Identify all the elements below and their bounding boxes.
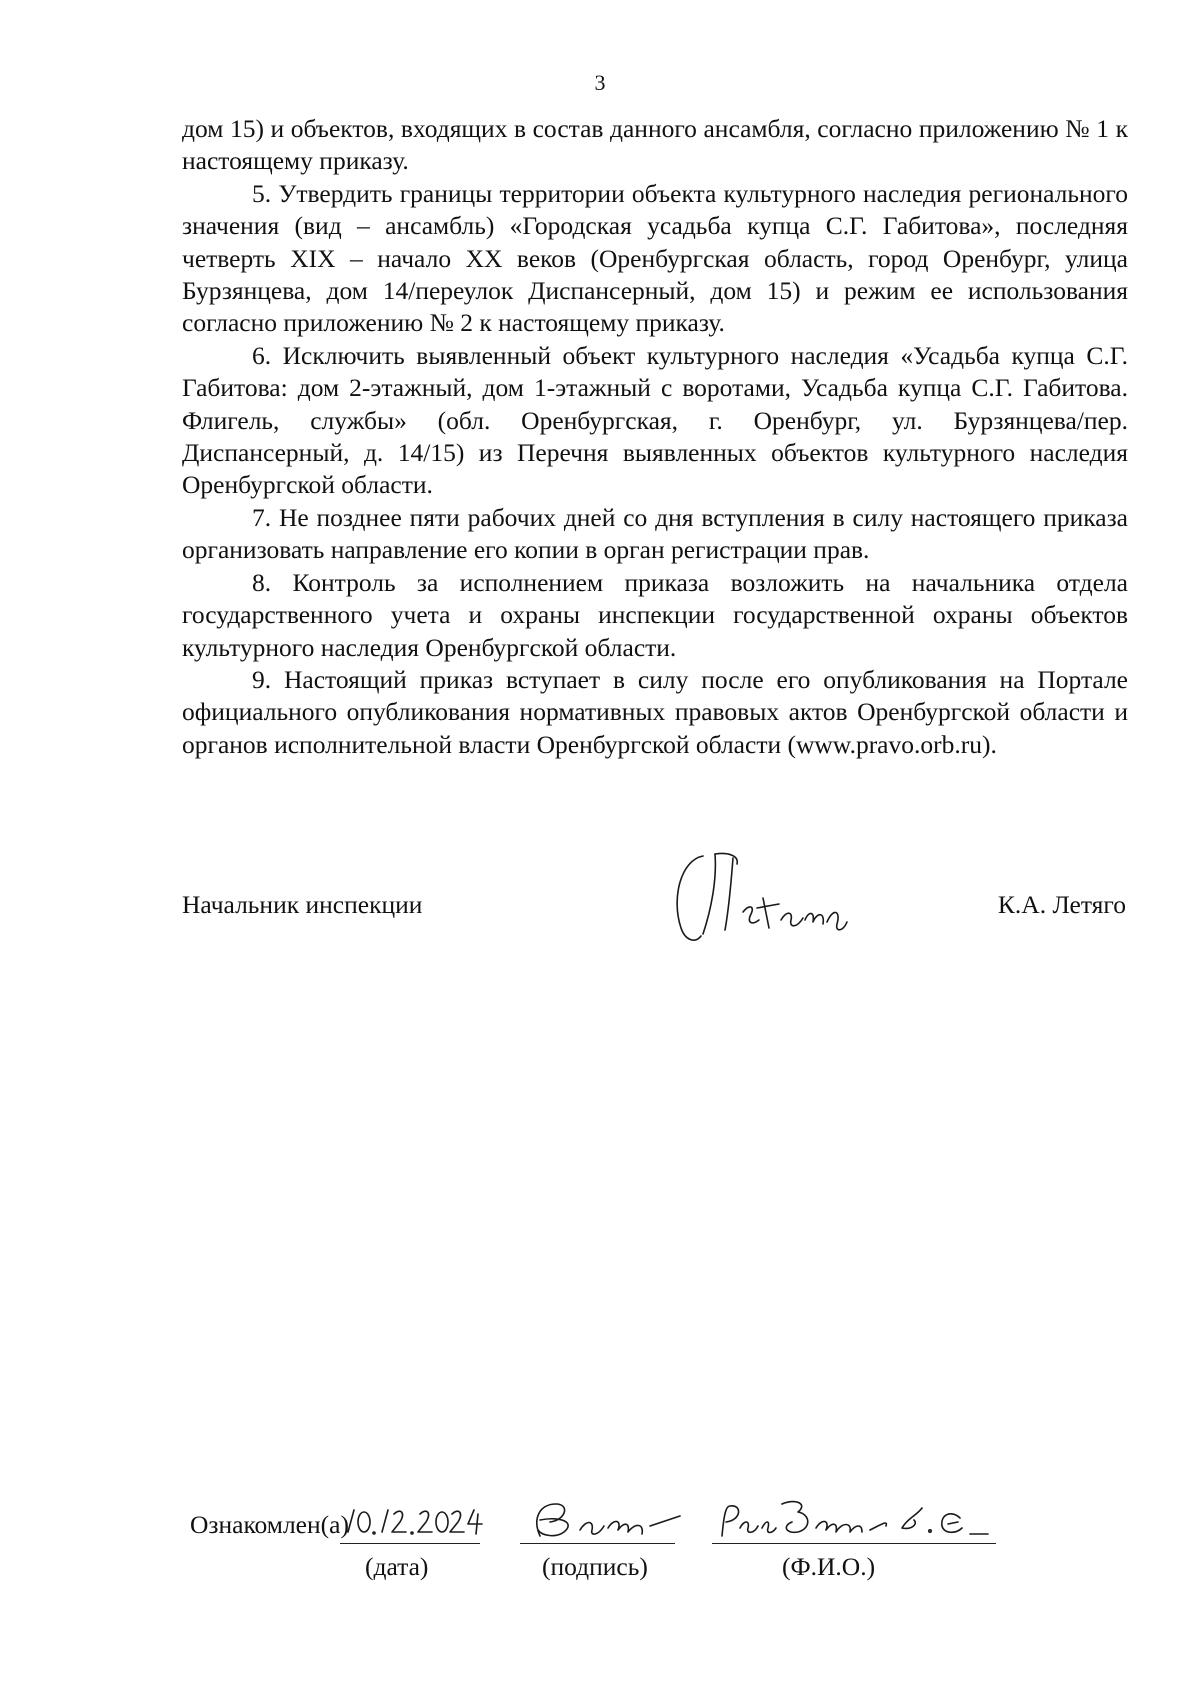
paragraph-continuation: дом 15) и объектов, входящих в состав данного ансамбля, согласно приложению № 1 к настоящему приказу. [182,114,1128,176]
signature-caption: (подпись) [542,1552,648,1581]
date-caption: (дата) [365,1552,429,1581]
handwritten-signature [520,1496,690,1542]
document-body [182,113,1128,761]
handwritten-date [340,1502,490,1542]
paragraph-item-9: 9. Настоящий приказ вступает в силу после его опубликования на Портале официального опубликования нормативных правовых актов Оренбургской области и органов исполнительной власти Оренбургской области (www.pravo.orb.ru). [182,664,1128,759]
name-line [712,1543,996,1544]
paragraph-item-7: 7. Не позднее пяти рабочих дней со дня вступления в силу настоящего приказа организовать направление его копии в орган регистрации прав. [182,502,1128,565]
page-number: 3 [594,70,606,95]
signatory-name: К.А. Летяго [997,890,1126,919]
signature-block [182,882,1128,942]
paragraph-item-8: 8. Контроль за исполнением приказа возложить на начальника отдела государственного учета и охраны инспекции государственной охраны объектов культурного наследия Оренбургской области. [182,567,1128,662]
acknowledgement-label: Ознакомлен(а) [190,1510,349,1539]
paragraph-item-6: 6. Исключить выявленный объект культурного наследия «Усадьба купца С.Г. Габитова: дом 2-этажный, дом 1-этажный с воротами, Усадьба купца С.Г. Габитова. Флигель, службы» (обл. Оренбургская, г. Оренбург, ул. Бурзянцева/пер. Диспансерный, д. 14/15) из Перечня выявленных объектов культурного наследия Оренбургской области. [182,340,1128,500]
name-caption: (Ф.И.О.) [782,1552,876,1581]
signature-line [520,1543,675,1544]
signatory-position: Начальник инспекции [182,890,423,919]
handwritten-full-name [712,1494,992,1542]
paragraph-item-5: 5. Утвердить границы территории объекта культурного наследия регионального значения (вид – ансамбль) «Городская усадьба купца С.Г. Габитова», последняя четверть XIX – начало XX веков (Оренбургская область, город Оренбург, улица Бурзянцева, дом 14/переулок Диспансерный, дом 15) и режим ее использования согласно приложению № 2 к настоящему приказу. [182,178,1128,338]
acknowledgement-block [190,1510,1150,1600]
director-signature [667,850,887,950]
date-line [340,1543,480,1544]
